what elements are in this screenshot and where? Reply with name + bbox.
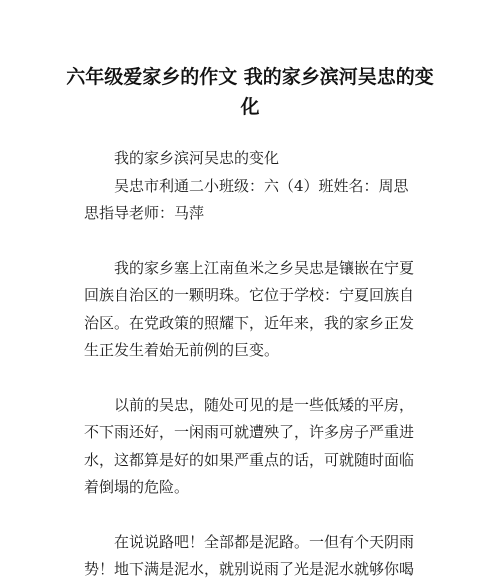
document-title: 六年级爱家乡的作文 我的家乡滨河吴忠的变化 [66, 66, 434, 118]
paragraph-spacer [84, 228, 420, 255]
paragraph-heading: 我的家乡滨河吴忠的变化 [114, 149, 280, 167]
paragraph-author-info: 吴忠市利通二小班级：六（4）班姓名：周思思指导老师：马萍 [84, 176, 409, 222]
paragraph-spacer [84, 502, 420, 529]
document-body [84, 145, 420, 584]
paragraph-past-houses: 以前的吴忠，随处可见的是一些低矮的平房，不下雨还好，一闲雨可就遭殃了，许多房子严重进水，这都算是好的如果严重点的话，可就随时面临着倒塌的危险。 [84, 395, 415, 496]
paragraph-spacer [84, 365, 420, 392]
paragraph-roads: 在说说路吧！全部都是泥路。一但有个天阴雨势！地下满是泥水，就别说雨了光是泥水就够你喝 [84, 532, 415, 578]
paragraph-intro: 我的家乡塞上江南鱼米之乡吴忠是镶嵌在宁夏回族自治区的一颗明珠。它位于学校：宁夏回族自治区。在党政策的照耀下，近年来，我的家乡正发生正发生着始无前例的巨变。 [84, 258, 415, 359]
